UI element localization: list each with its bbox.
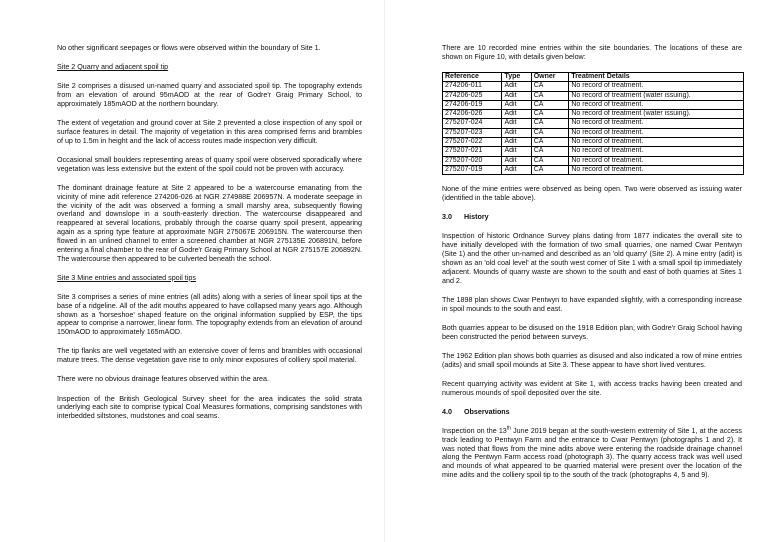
mine-entries-table xyxy=(442,72,744,175)
cell-owner: CA xyxy=(531,165,569,174)
table-row xyxy=(443,156,744,165)
paragraph: The 1962 Edition plan shows both quarries as disused and also indicated a row of mine entries (adits) and small spoil mounds at Site 3. These appear to have short lived ventures. xyxy=(442,351,742,369)
cell-type: Adit xyxy=(502,147,531,156)
table-row xyxy=(443,91,744,100)
section-title: History xyxy=(464,213,489,222)
paragraph: There were no obvious drainage features observed within the area. xyxy=(57,375,269,384)
section-number: 4.0 xyxy=(442,407,452,416)
cell-reference: 275207-021 xyxy=(443,147,502,156)
column-header: Type xyxy=(502,72,531,81)
table-row xyxy=(443,119,744,128)
cell-reference: 275207-024 xyxy=(443,119,502,128)
section-title: Observations xyxy=(464,407,510,416)
cell-owner: CA xyxy=(531,128,569,137)
table-row xyxy=(443,110,744,119)
paragraph: Site 2 comprises a disused un-named quarry and associated spoil tip. The topography extends from an elevation of around 95mAOD at the rear of Godre'r Graig Primary School, to approximately 185mAOD at the northern boundary. xyxy=(57,82,362,108)
paragraph: The tip flanks are well vegetated with an extensive cover of ferns and brambles with occasional mature trees. The dense vegetation gave rise to only minor exposures of colliery spoil material. xyxy=(57,347,362,365)
paragraph: The extent of vegetation and ground cover at Site 2 prevented a close inspection of any spoil or surface features in detail. The majority of vegetation in this area comprised ferns and brambles of up to 1.5m in height and the lack of access routes made inspection very difficult. xyxy=(57,119,362,145)
table-row xyxy=(443,82,744,91)
section-number: 3.0 xyxy=(442,213,452,222)
cell-reference: 275207-020 xyxy=(443,156,502,165)
paragraph: There are 10 recorded mine entries within the site boundaries. The locations of these are shown on Figure 10, with details given below: xyxy=(442,44,742,61)
paragraph: The dominant drainage feature at Site 2 appeared to be a watercourse emanating from the vicinity of mine adit reference 274206-026 at NGR 274988E 206957N. A moderate seepage in the vicinity of the adit was observed a forming a small marshy area, subsequently flowing overland and downslope in a south-easterly direction. The watercourse disappeared and reappeared at several locations, probably through the coarse quarry spoil present, appearing again as a spring type feature at approximate NGR 275067E 206915N. The watercourse then flowed in an unlined channel to enter a screened chamber at NGR 275135E 206891N, before entering a final chamber to the rear of Godre'r Graig Primary School at NGR 275157E 206892N. The watercourse then appeared to be culverted beneath the school. xyxy=(57,183,362,263)
cell-owner: CA xyxy=(531,147,569,156)
paragraph: Occasional small boulders representing areas of quarry spoil were observed sporadically where vegetation was less extensive but the extent of the spoil could not be proven with accuracy. xyxy=(57,155,362,173)
table-row xyxy=(443,147,744,156)
cell-reference: 274206-026 xyxy=(443,110,502,119)
left-column xyxy=(57,44,362,421)
paragraph: Inspection of the British Geological Survey sheet for the area indicates the solid strata underlying each site to comprise typical Coal Measures formations, comprising sandstones with interbedded siltstones, mudstones and coal seams. xyxy=(57,394,362,421)
cell-reference: 274206-019 xyxy=(443,100,502,109)
cell-type: Adit xyxy=(502,110,531,119)
paragraph: The 1898 plan shows Cwar Pentwyn to have expanded slightly, with a corresponding increase in spoil mounds to the south and east. xyxy=(442,295,742,313)
cell-type: Adit xyxy=(502,156,531,165)
cell-treatment: No record of treatment (water issuing). xyxy=(569,91,744,100)
cell-owner: CA xyxy=(531,100,569,109)
column-header: Treatment Details xyxy=(569,72,744,81)
history-heading xyxy=(442,213,742,222)
cell-treatment: No record of treatment. xyxy=(569,82,744,91)
paragraph: Recent quarrying activity was evident at Site 1, with access tracks having been created and numerous mounds of spoil deposited over the site. xyxy=(442,379,742,397)
paragraph: None of the mine entries were observed as being open. Two were observed as issuing water (identified in the table above). xyxy=(442,185,742,203)
cell-treatment: No record of treatment. xyxy=(569,156,744,165)
cell-reference: 275207-022 xyxy=(443,138,502,147)
cell-owner: CA xyxy=(531,156,569,165)
cell-owner: CA xyxy=(531,91,569,100)
right-column xyxy=(442,44,742,480)
table-row xyxy=(443,100,744,109)
cell-treatment: No record of treatment. xyxy=(569,165,744,174)
paragraph: No other significant seepages or flows were observed within the boundary of Site 1. xyxy=(57,44,321,52)
cell-type: Adit xyxy=(502,91,531,100)
column-header: Reference xyxy=(443,72,502,81)
cell-treatment: No record of treatment (water issuing). xyxy=(569,110,744,119)
cell-treatment: No record of treatment. xyxy=(569,128,744,137)
right-page xyxy=(384,0,768,542)
table-row xyxy=(443,128,744,137)
site2-heading: Site 2 Quarry and adjacent spoil tip xyxy=(57,63,169,72)
cell-reference: 275207-023 xyxy=(443,128,502,137)
paragraph xyxy=(442,427,742,480)
table-row xyxy=(443,165,744,174)
table-row xyxy=(443,138,744,147)
cell-treatment: No record of treatment. xyxy=(569,147,744,156)
cell-type: Adit xyxy=(502,128,531,137)
paragraph: Both quarries appear to be disused on the 1918 Edition plan, with Godre'r Graig School having been constructed the period between surveys. xyxy=(442,323,742,341)
cell-reference: 275207-019 xyxy=(443,165,502,174)
cell-reference: 274206-025 xyxy=(443,91,502,100)
cell-type: Adit xyxy=(502,82,531,91)
text-run: June 2019 began at the south-western extremity of Site 1, at the access track leading to Pentwyn Farm and the entrance to Cwar Pentwyn (photographs 1 and 2). It was noted that flows from the mine adits above were entering the roadside drainage channel along the Pentwyn Farm access road (photograph 3). The quarry access track was well used and mounds of what appeared to be quarried material were present over the location of the mine adits and the colliery spoil tip to the south of the track (photographs 4, 5 and 9). xyxy=(442,426,742,480)
observations-heading xyxy=(442,408,742,417)
ordinal-suffix: th xyxy=(506,425,511,432)
table-header-row xyxy=(443,72,744,81)
cell-type: Adit xyxy=(502,119,531,128)
cell-type: Adit xyxy=(502,165,531,174)
cell-treatment: No record of treatment. xyxy=(569,119,744,128)
cell-reference: 274206-011 xyxy=(443,82,502,91)
cell-owner: CA xyxy=(531,110,569,119)
paragraph: Site 3 comprises a series of mine entries (all adits) along with a series of linear spoil tips at the base of a ridgeline. All of the adit mouths appeared to have collapsed many years ago. Although shown as a 'horseshoe' shaped feature on the original information supplied by ESP, the tips appear to comprise a narrower, linear form. The topography extends from an elevation of around 150mAOD to approximately 165mAOD. xyxy=(57,292,362,337)
paragraph: Inspection of historic Ordnance Survey plans dating from 1877 indicates the overall site to have initially developed with the formation of two small quarries, one named Cwar Pentwyn (Site 1) and the other un-named and described as an 'old quarry' (Site 2). A mine entry (adit) is shown as an 'old coal level' at the south west corner of Site 1 with a small spoil tip immediately adjacent. Mounds of quarry waste are shown to the south and east of both quarries at Sites 1 and 2. xyxy=(442,232,742,285)
cell-treatment: No record of treatment. xyxy=(569,138,744,147)
site3-heading: Site 3 Mine entries and associated spoil tips xyxy=(57,273,196,282)
cell-owner: CA xyxy=(531,138,569,147)
text-run: Inspection on the 13 xyxy=(442,426,507,435)
cell-owner: CA xyxy=(531,119,569,128)
cell-type: Adit xyxy=(502,100,531,109)
cell-type: Adit xyxy=(502,138,531,147)
column-header: Owner xyxy=(531,72,569,81)
cell-owner: CA xyxy=(531,82,569,91)
table-body xyxy=(443,82,744,175)
cell-treatment: No record of treatment. xyxy=(569,100,744,109)
